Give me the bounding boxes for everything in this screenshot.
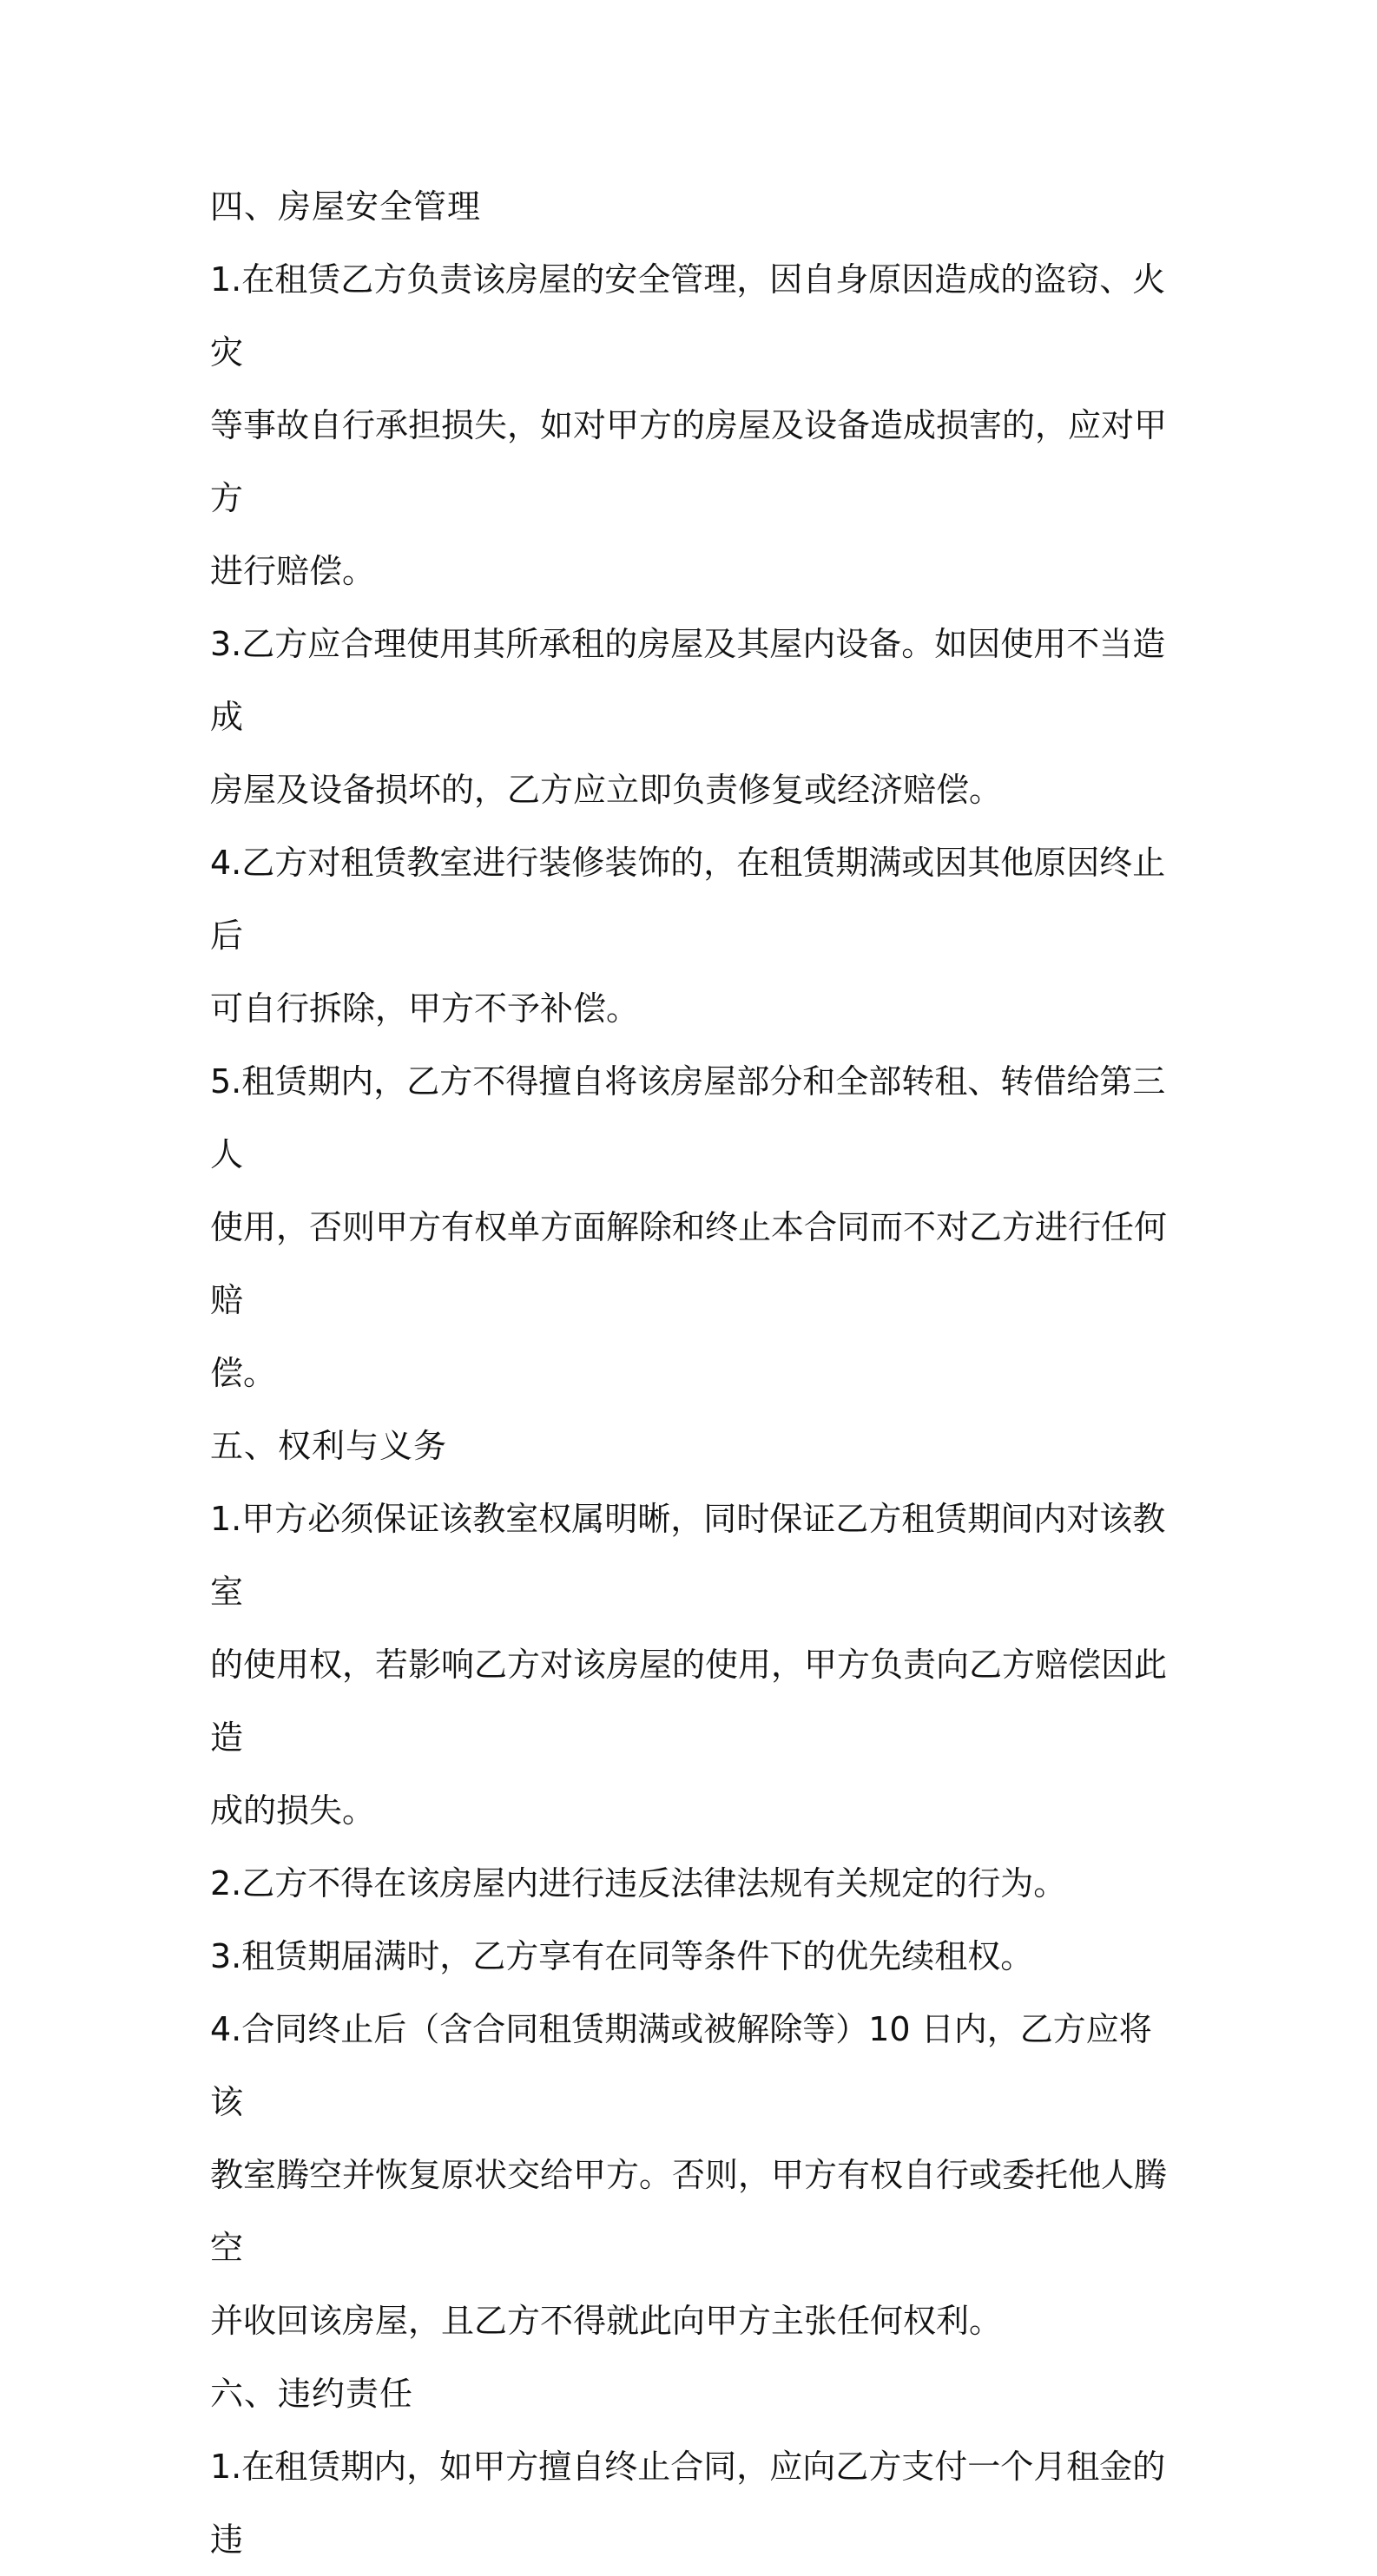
text-line: 1.在租赁期内，如甲方擅自终止合同，应向乙方支付一个月租金的违 [210,2448,1166,2559]
section-heading-liability: 六、违约责任 [210,2375,414,2413]
text-line: 5.租赁期内，乙方不得擅自将该房屋部分和全部转租、转借给第三人 [210,1062,1166,1173]
text-line: 教室腾空并恢复原状交给甲方。否则，甲方有权自行或委托他人腾空 [210,2156,1168,2267]
text-line: 可自行拆除，甲方不予补偿。 [210,989,640,1028]
text-line: 成的损失。 [210,1791,376,1830]
text-line: 1.在租赁乙方负责该房屋的安全管理，因自身原因造成的盗窃、火灾 [210,260,1166,371]
text-line: 3.租赁期届满时，乙方享有在同等条件下的优先续租权。 [210,1937,1034,1975]
text-line: 3.乙方应合理使用其所承租的房屋及其屋内设备。如因使用不当造成 [210,625,1166,736]
text-line: 房屋及设备损坏的，乙方应立即负责修复或经济赔偿。 [210,771,1003,809]
text-line: 的使用权，若影响乙方对该房屋的使用，甲方负责向乙方赔偿因此造 [210,1646,1168,1757]
text-line: 2.乙方不得在该房屋内进行违反法律法规有关规定的行为。 [210,1864,1067,1902]
document-body [210,170,1183,2576]
text-line: 进行赔偿。 [210,552,376,590]
text-line: 等事故自行承担损失，如对甲方的房屋及设备造成损害的，应对甲方 [210,406,1168,517]
text-line: 4.合同终止后（含合同租赁期满或被解除等）10 日内，乙方应将该 [210,2010,1152,2121]
section-heading-safety: 四、房屋安全管理 [210,187,482,226]
text-line: 1.甲方必须保证该教室权属明晰，同时保证乙方租赁期间内对该教室 [210,1500,1166,1611]
text-line: 偿。 [210,1354,277,1392]
section-heading-rights: 五、权利与义务 [210,1427,448,1465]
text-line: 使用，否则甲方有权单方面解除和终止本合同而不对乙方进行任何赔 [210,1208,1168,1319]
text-line: 4.乙方对租赁教室进行装修装饰的，在租赁期满或因其他原因终止后 [210,844,1166,955]
text-line: 并收回该房屋，且乙方不得就此向甲方主张任何权利。 [210,2302,1003,2340]
